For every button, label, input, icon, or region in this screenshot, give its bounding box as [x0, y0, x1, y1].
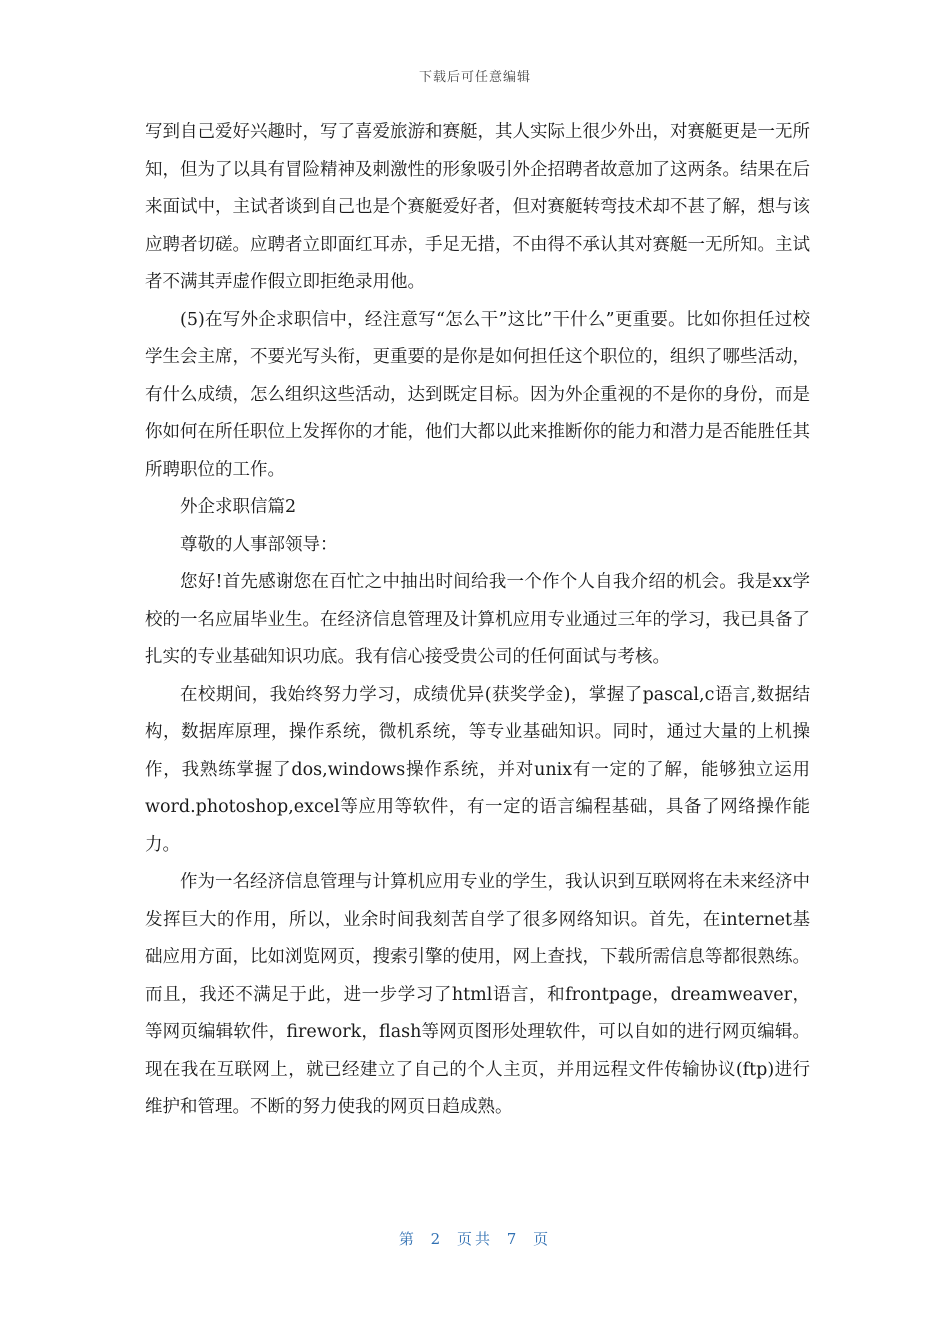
paragraph: 作为一名经济信息管理与计算机应用专业的学生，我认识到互联网将在未来经济中发挥巨大的作用，所以，业余时间我刻苦自学了很多网络知识。首先，在internet基础应用方面，比如浏览网页，搜索引擎的使用，网上查找，下载所需信息等都很熟练。而且，我还不满足于此，进一步学习了html语言，和frontpage，dreamweaver，等网页编辑软件，firework，flash等网页图形处理软件，可以自如的进行网页编辑。现在我在互联网上，就已经建立了自己的个人主页，并用远程文件传输协议(ftp)进行维护和管理。不断的努力使我的网页日趋成熟。	[145, 872, 810, 1117]
paragraph: (5)在写外企求职信中，经注意写“怎么干”这比”干什么”更重要。比如你担任过校学生会主席，不要光写头衔，更重要的是你是如何担任这个职位的，组织了哪些活动，有什么成绩，怎么组织这些活动，达到既定目标。因为外企重视的不是你的身份，而是你如何在所任职位上发挥你的才能，他们大都以此来推断你的能力和潜力是否能胜任其所聘职位的工作。	[145, 309, 810, 480]
salutation: 尊敬的人事部领导：	[180, 534, 338, 555]
page-header: 下载后可任意编辑	[418, 70, 531, 85]
document-body	[145, 114, 810, 1127]
paragraph: 在校期间，我始终努力学习，成绩优异(获奖学金)，掌握了pascal,c语言,数据结构，数据库原理，操作系统，微机系统，等专业基础知识。同时，通过大量的上机操作，我熟练掌握了dos,windows操作系统，并对unix有一定的了解，能够独立运用word.photoshop,excel等应用等软件，有一定的语言编程基础，具备了网络操作能力。	[145, 684, 810, 855]
paragraph: 您好!首先感谢您在百忙之中抽出时间给我一个作个人自我介绍的机会。我是xx学校的一名应届毕业生。在经济信息管理及计算机应用专业通过三年的学习，我已具备了扎实的专业基础知识功底。我有信心接受贵公司的任何面试与考核。	[145, 572, 810, 667]
page-footer: 第 2 页共 7 页	[398, 1230, 552, 1248]
paragraph: 写到自己爱好兴趣时，写了喜爱旅游和赛艇，其人实际上很少外出，对赛艇更是一无所知，但为了以具有冒险精神及刺激性的形象吸引外企招聘者故意加了这两条。结果在后来面试中，主试者谈到自己也是个赛艇爱好者，但对赛艇转弯技术却不甚了解，想与该应聘者切磋。应聘者立即面红耳赤，手足无措，不由得不承认其对赛艇一无所知。主试者不满其弄虚作假立即拒绝录用他。	[145, 122, 810, 292]
section-heading: 外企求职信篇2	[180, 497, 297, 517]
